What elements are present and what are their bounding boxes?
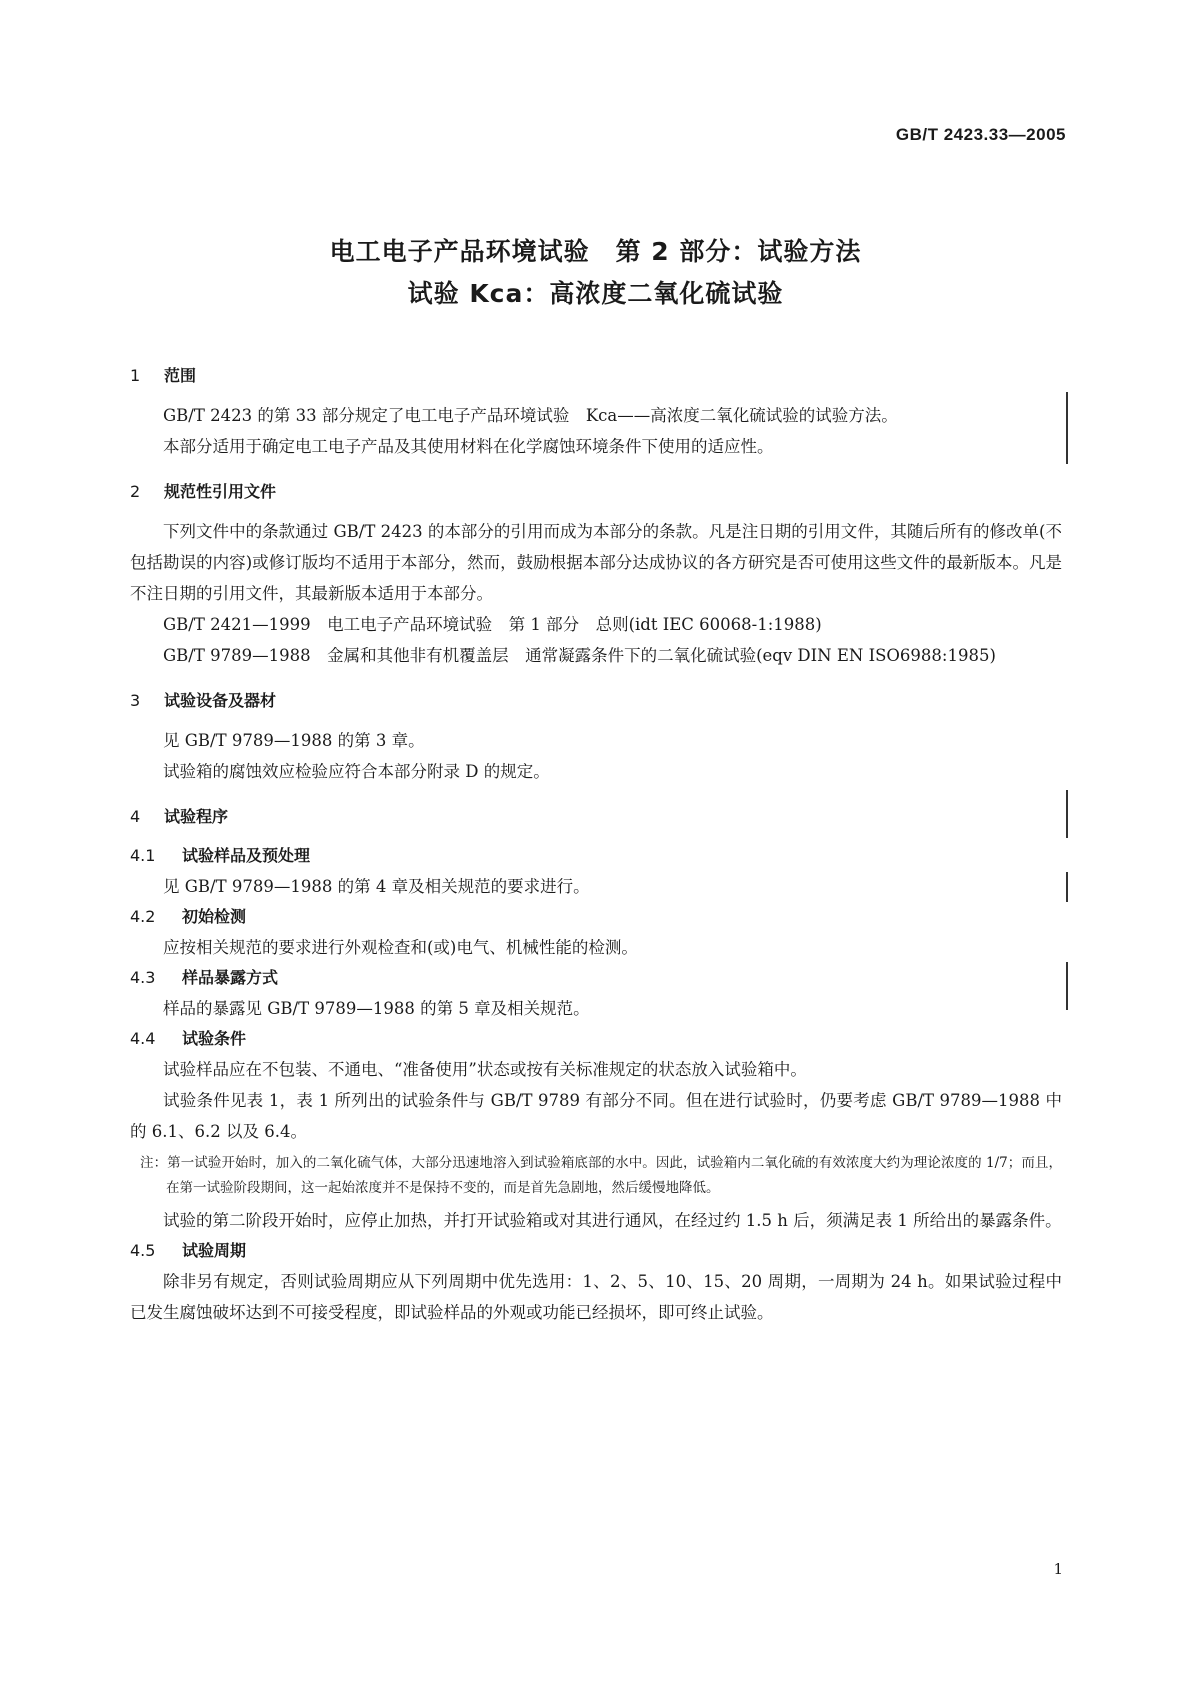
section-4-2-paragraph: 应按相关规范的要求进行外观检查和(或)电气、机械性能的检测。: [163, 938, 638, 957]
section-4-5-paragraph: 除非另有规定，否则试验周期应从下列周期中优先选用：1、2、5、10、15、20 周期，一周期为 24 h。如果试验过程中已发生腐蚀破坏达到不可接受程度，即试验样品的外观或功能已经损坏，即可终止试验。: [130, 1272, 1062, 1322]
document-title-line2: 试验 Kca：高浓度二氧化硫试验: [407, 279, 784, 308]
section-4-2-heading: 4.2 初始检测: [130, 907, 247, 926]
revision-mark: [1066, 872, 1068, 902]
section-2-heading: 2 规范性引用文件: [130, 482, 277, 501]
revision-mark: [1066, 790, 1068, 838]
section-4-4-paragraph-3: 试验的第二阶段开始时，应停止加热，并打开试验箱或对其进行通风，在经过约 1.5 h 后，须满足表 1 所给出的暴露条件。: [163, 1211, 1062, 1230]
section-4-1-heading: 4.1 试验样品及预处理: [130, 846, 311, 865]
section-4-3-heading: 4.3 样品暴露方式: [130, 968, 279, 987]
document-body: [130, 362, 1062, 1328]
section-1-paragraph-2: 本部分适用于确定电工电子产品及其使用材料在化学腐蚀环境条件下使用的适应性。: [163, 437, 774, 456]
section-2-paragraph-1: 下列文件中的条款通过 GB/T 2423 的本部分的引用而成为本部分的条款。凡是注日期的引用文件，其随后所有的修改单(不包括勘误的内容)或修订版均不适用于本部分，然而，鼓励根据本部分达成协议的各方研究是否可使用这些文件的最新版本。凡是不注日期的引用文件，其最新版本适用于本部分。: [130, 522, 1062, 603]
revision-mark: [1066, 962, 1068, 1010]
section-4-heading: 4 试验程序: [130, 807, 229, 826]
section-4-4-note: 注：第一试验开始时，加入的二氧化硫气体，大部分迅速地溶入到试验箱底部的水中。因此，试验箱内二氧化硫的有效浓度大约为理论浓度的 1/7；而且，在第一试验阶段期间，这一起始浓度并不是保持不变的，而是首先急剧地，然后缓慢地降低。: [140, 1155, 1062, 1196]
section-1-heading: 1 范围: [130, 366, 197, 385]
section-4-4-heading: 4.4 试验条件: [130, 1029, 247, 1048]
standard-code: GB/T 2423.33—2005: [895, 125, 1066, 144]
page-number: 1: [1053, 1560, 1063, 1578]
section-3-paragraph-1: 见 GB/T 9789—1988 的第 3 章。: [163, 731, 425, 750]
reference-gbt-2421: GB/T 2421—1999 电工电子产品环境试验 第 1 部分 总则(idt IEC 60068-1:1988): [163, 615, 822, 634]
section-4-1-paragraph: 见 GB/T 9789—1988 的第 4 章及相关规范的要求进行。: [163, 877, 590, 896]
section-1-paragraph-1: GB/T 2423 的第 33 部分规定了电工电子产品环境试验 Kca——高浓度二氧化硫试验的试验方法。: [163, 406, 898, 425]
section-4-4-paragraph-2: 试验条件见表 1，表 1 所列出的试验条件与 GB/T 9789 有部分不同。但在进行试验时，仍要考虑 GB/T 9789—1988 中的 6.1、6.2 以及 6.4。: [130, 1091, 1062, 1141]
section-4-5-heading: 4.5 试验周期: [130, 1241, 247, 1260]
section-3-paragraph-2: 试验箱的腐蚀效应检验应符合本部分附录 D 的规定。: [163, 762, 550, 781]
reference-gbt-9789: GB/T 9789—1988 金属和其他非有机覆盖层 通常凝露条件下的二氧化硫试验(eqv DIN EN ISO6988:1985): [163, 646, 996, 665]
section-4-3-paragraph: 样品的暴露见 GB/T 9789—1988 的第 5 章及相关规范。: [163, 999, 590, 1018]
revision-mark: [1066, 392, 1068, 464]
document-title-line1: 电工电子产品环境试验 第 2 部分：试验方法: [329, 237, 862, 266]
section-4-4-paragraph-1: 试验样品应在不包装、不通电、“准备使用”状态或按有关标准规定的状态放入试验箱中。: [163, 1060, 807, 1079]
section-3-heading: 3 试验设备及器材: [130, 691, 277, 710]
